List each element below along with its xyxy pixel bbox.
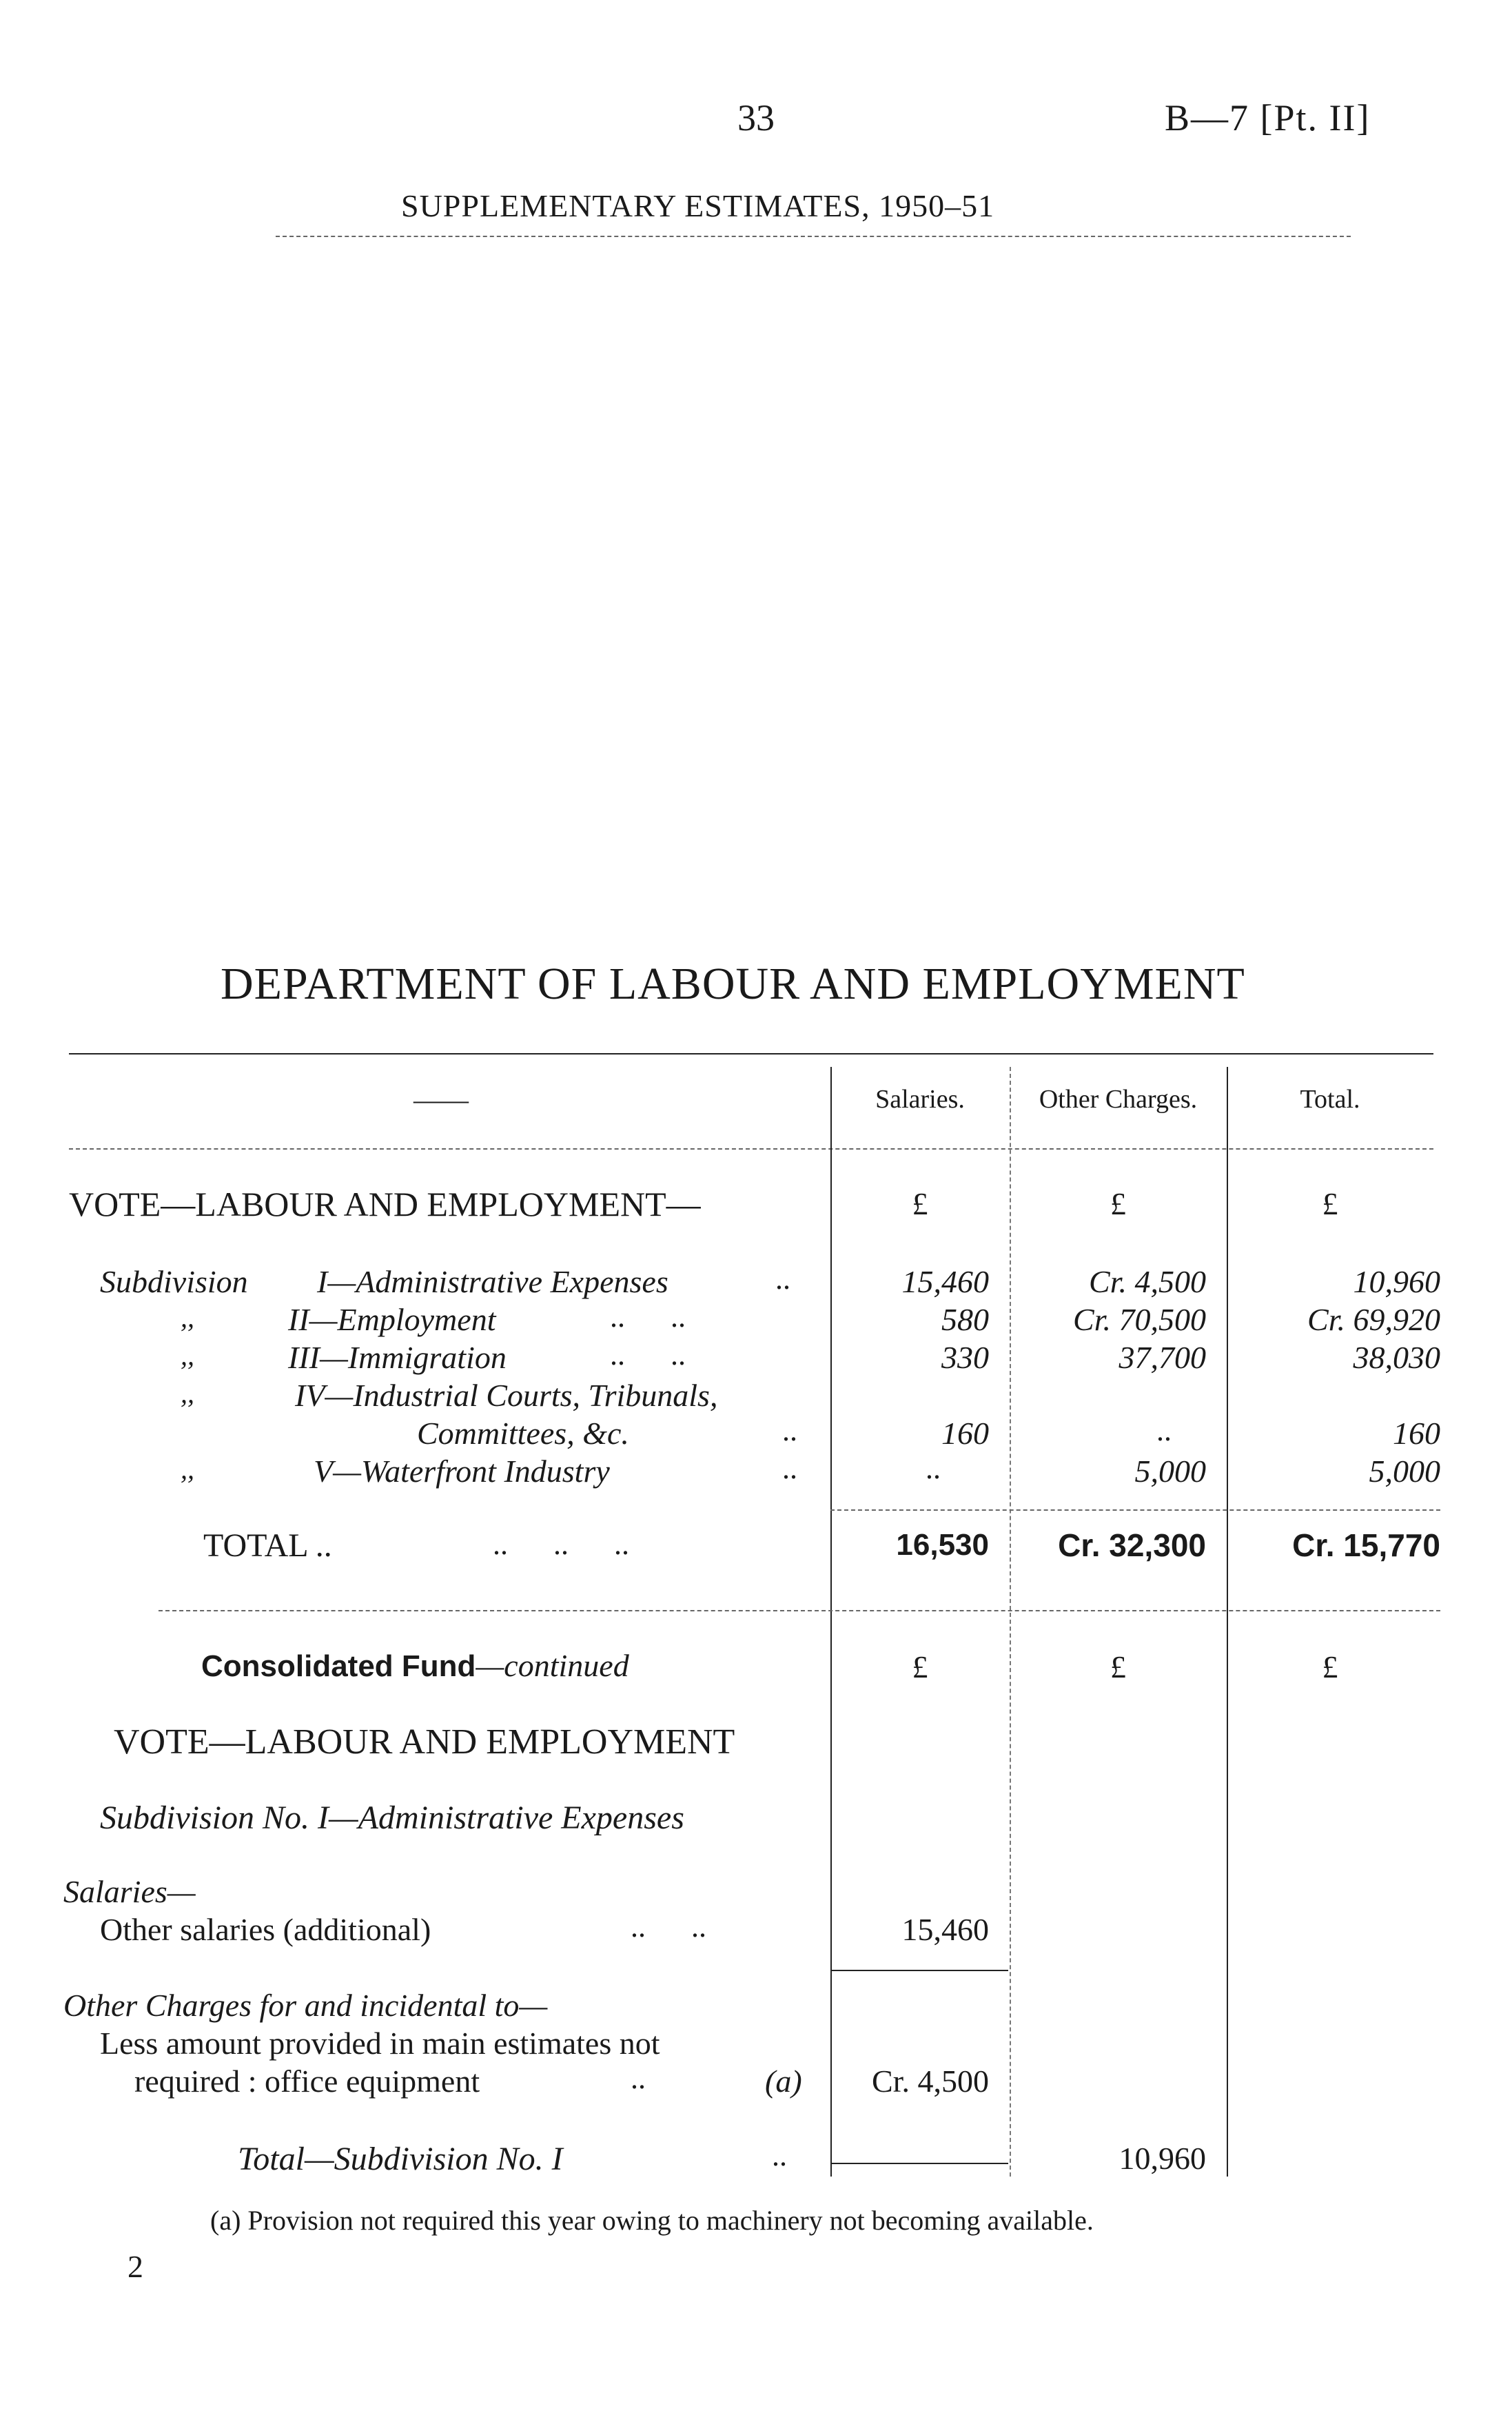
salaries-leader: .. .. <box>631 1910 706 1944</box>
row-name: III—Immigration <box>288 1340 507 1375</box>
subdivision-label: Subdivision <box>100 1264 248 1299</box>
subdivision-total-value: 10,960 <box>1118 2141 1206 2176</box>
column-header-blank: —— <box>413 1084 469 1115</box>
row-leader: .. <box>782 1414 797 1447</box>
other-charges-value: Cr. 4,500 <box>872 2064 989 2099</box>
header-rule <box>276 236 1351 237</box>
column-header-total: Total. <box>1300 1085 1360 1114</box>
table-top-rule <box>69 1053 1433 1055</box>
column-rule-2 <box>1010 1067 1011 2177</box>
total-leader: .. .. .. <box>493 1527 629 1561</box>
total-label: TOTAL .. <box>203 1527 332 1564</box>
table-header-rule <box>69 1148 1433 1150</box>
row-salaries: .. <box>926 1451 941 1485</box>
column-rule-3 <box>1227 1067 1228 2177</box>
subdivision-title: Subdivision No. I—Administrative Expenses <box>100 1800 684 1836</box>
section-rule <box>159 1610 1440 1611</box>
row-leader: .. .. <box>610 1300 686 1334</box>
detail-currency-salaries: £ <box>912 1649 928 1684</box>
total-other: Cr. 32,300 <box>1058 1527 1206 1563</box>
ditto-mark: ,, <box>181 1454 194 1485</box>
document-reference: B—7 [Pt. II] <box>1165 97 1371 139</box>
salaries-rule <box>830 1970 1008 1971</box>
row-leader: .. .. <box>610 1338 686 1372</box>
footnote-ref: (a) <box>765 2064 802 2099</box>
ditto-mark: ,, <box>181 1302 194 1333</box>
vote-title: VOTE—LABOUR AND EMPLOYMENT— <box>69 1185 701 1223</box>
row-salaries: 580 <box>941 1302 989 1337</box>
row-total: 5,000 <box>1369 1454 1440 1489</box>
other-charges-line-1: Less amount provided in main estimates not <box>100 2026 660 2061</box>
total-total: Cr. 15,770 <box>1292 1527 1440 1563</box>
row-name: I—Administrative Expenses <box>317 1264 668 1299</box>
row-salaries: 330 <box>941 1340 989 1375</box>
ditto-mark: ,, <box>181 1340 194 1371</box>
page-number: 33 <box>737 97 775 139</box>
subdivision-total-label: Total—Subdivision No. I <box>238 2141 563 2177</box>
department-title: DEPARTMENT OF LABOUR AND EMPLOYMENT <box>221 959 1245 1009</box>
column-rule-1 <box>830 1067 832 2177</box>
row-name: V—Waterfront Industry <box>314 1454 610 1489</box>
ditto-mark: ,, <box>181 1378 194 1409</box>
other-charges-leader: .. <box>631 2061 646 2095</box>
column-header-other-charges: Other Charges. <box>1039 1085 1198 1114</box>
subdivision-total-rule <box>830 2163 1008 2164</box>
salaries-item: Other salaries (additional) <box>100 1912 431 1947</box>
row-leader: .. <box>775 1262 790 1296</box>
row-other: Cr. 70,500 <box>1073 1302 1206 1337</box>
row-total: Cr. 69,920 <box>1307 1302 1440 1337</box>
row-other: 37,700 <box>1118 1340 1206 1375</box>
footnote: (a) Provision not required this year owing to machinery not becoming available. <box>210 2205 1094 2236</box>
row-total: 38,030 <box>1353 1340 1440 1375</box>
row-total: 10,960 <box>1353 1264 1440 1299</box>
total-salaries: 16,530 <box>896 1528 989 1562</box>
other-charges-heading: Other Charges for and incidental to— <box>63 1988 548 2023</box>
row-name-continued: Committees, &c. <box>417 1416 629 1451</box>
row-leader: .. <box>782 1451 797 1485</box>
row-name: II—Employment <box>288 1302 496 1337</box>
detail-currency-other: £ <box>1110 1649 1126 1684</box>
detail-currency-total: £ <box>1322 1649 1338 1684</box>
row-name: IV—Industrial Courts, Tribunals, <box>295 1378 718 1413</box>
row-other: 5,000 <box>1134 1454 1206 1489</box>
total-rule <box>830 1509 1440 1511</box>
currency-other: £ <box>1110 1186 1126 1221</box>
detail-vote-title: VOTE—LABOUR AND EMPLOYMENT <box>114 1722 735 1762</box>
document-subtitle: SUPPLEMENTARY ESTIMATES, 1950–51 <box>401 188 995 223</box>
currency-salaries: £ <box>912 1186 928 1221</box>
salaries-value: 15,460 <box>901 1912 989 1947</box>
other-charges-line-2: required : office equipment <box>134 2064 480 2099</box>
fund-heading: Consolidated Fund—continued <box>201 1648 629 1683</box>
subdivision-total-leader: .. <box>772 2139 787 2172</box>
column-header-salaries: Salaries. <box>875 1085 965 1114</box>
row-other: .. <box>1156 1414 1172 1447</box>
row-total: 160 <box>1393 1416 1440 1451</box>
row-other: Cr. 4,500 <box>1089 1264 1206 1299</box>
footer-mark: 2 <box>127 2249 143 2284</box>
row-salaries: 15,460 <box>901 1264 989 1299</box>
row-salaries: 160 <box>941 1416 989 1451</box>
salaries-heading: Salaries— <box>63 1874 196 1909</box>
currency-total: £ <box>1322 1186 1338 1221</box>
